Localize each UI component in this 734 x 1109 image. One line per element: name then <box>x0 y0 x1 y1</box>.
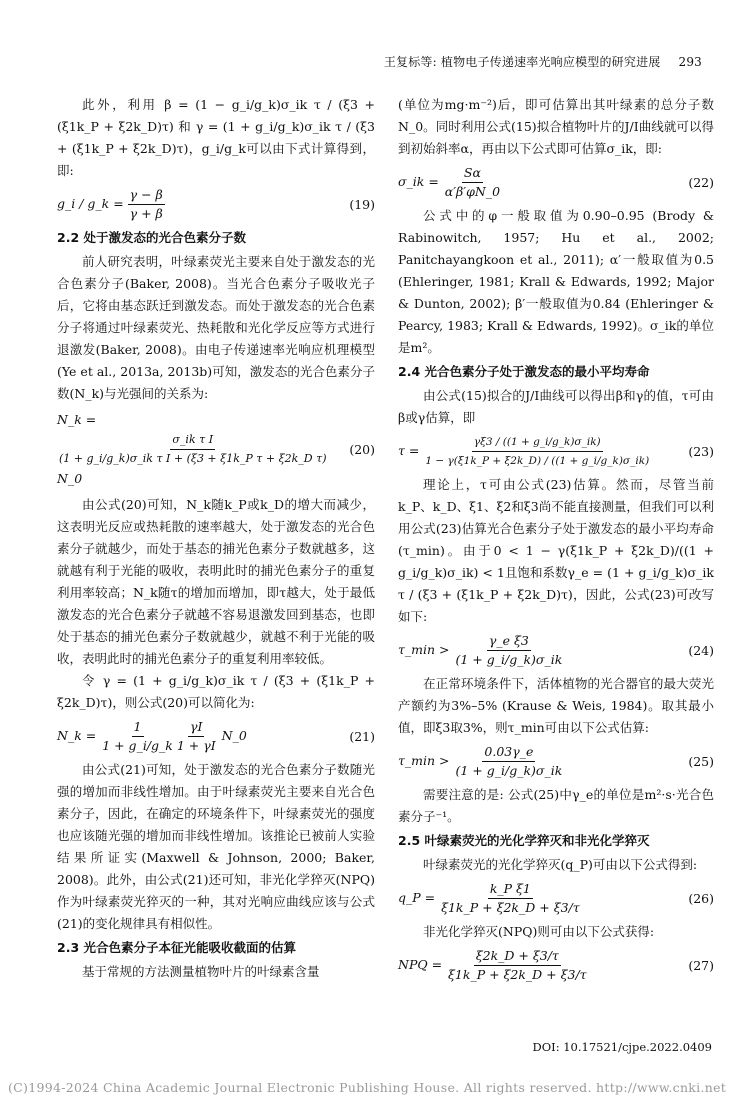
paragraph: 公式中的φ一般取值为0.90–0.95 (Brody & Rabinowitch, 1957; Hu et al., 2002; Panitchayangkoon et al., 2011); α′一般取值为0.5 (Ehleringer, 1981; Krall & Edwards, 1992; Major & Dunton, 2002); β′一般取值为0.84 (Ehleringer & Pearcy, 1983; Krall & Edwards, 1992)。σ_ik的单位是m²。 <box>398 208 714 355</box>
running-header <box>384 53 702 70</box>
equation-number: (21) <box>349 728 375 744</box>
paragraph: 非光化学猝灭(NPQ)则可由以下公式获得: <box>423 924 655 939</box>
equation-26: q_P = $\frac{\text{k\_P ξ1}}{\xi 1k\_P + \xi 2k\_D + \xi 3/\tau}$ (26) <box>398 881 714 915</box>
paragraph: 令 γ = (1 + g_i/g_k)σ_ik τ / (ξ3 + (ξ1k_P + ξ2k_D)τ)，则公式(20)可以简化为: <box>57 673 375 710</box>
equation-number: (24) <box>688 642 714 658</box>
paragraph: 基于常规的方法测量植物叶片的叶绿素含量 <box>82 964 320 979</box>
equation-number: (19) <box>349 196 375 212</box>
equation-19: g_i / g_k = $\frac{\gamma - \beta}{\gamma + \beta}$ (19) <box>57 187 375 221</box>
section-heading-2-5: 2.5 叶绿素荧光的光化学猝灭和非光化学猝灭 <box>398 833 650 848</box>
equation-number: (26) <box>688 890 714 906</box>
equation-27: NPQ = $\frac{\xi 2k\_D + \xi 3/\tau}{\xi 1k\_P + \xi 2k\_D + \xi 3/\tau}$ (27) <box>398 948 714 982</box>
paragraph: (单位为mg·m⁻²)后，即可估算出其叶绿素的总分子数N_0。同时利用公式(15)拟合植物叶片的J/I曲线就可以得到初始斜率α，再由以下公式即可估算σ_ik，即: <box>398 97 714 156</box>
section-heading-2-2: 2.2 处于激发态的光合色素分子数 <box>57 230 246 245</box>
equation-number: (25) <box>688 753 714 769</box>
paragraph: 此外，利用 β = (1 − g_i/g_k)σ_ik τ / (ξ3 + (ξ1k_P + ξ2k_D)τ) 和 γ = (1 + g_i/g_k)σ_ik τ / (ξ3 + (ξ1k_P + ξ2k_D)τ)，g_i/g_k可以由下式计算得到，即: <box>57 97 375 178</box>
equation-23: τ = $\frac{\gamma\xi 3 / ((1 + g\_i/g\_k)\sigma\_ik)}{1 - \gamma(\xi 1k\_P + \xi 2k\_D) / ((1 + g\_i/g\_k)\sigma\_ik)}$ (23) <box>398 433 714 470</box>
equation-24: τ_min > $\frac{\text{γ\_e ξ3}}{(1 + g\_i/g\_k)\sigma\_ik}$ (24) <box>398 633 714 667</box>
doi-line: DOI: 10.17521/cjpe.2022.0409 <box>532 1040 712 1054</box>
paragraph: 由公式(20)可知，N_k随k_P或k_D的增大而减少，这表明光反应或热耗散的速率越大，处于激发态的光合色素分子就越少，而处于基态的捕光色素分子数就越多，这就越有利于光能的吸收，表明此时的捕光色素分子的重复利用率较高；N_k随τ的增加而增加，即τ越大，处于最低激发态的光合色素分子就越不容易退激发回到基态，也即处于基态的捕光色素分子数就越少，就越不利于光能的吸收，表明此时的捕光色素分子的重复利用率较低。 <box>57 497 375 666</box>
paragraph: 叶绿素荧光的光化学猝灭(q_P)可由以下公式得到: <box>423 857 698 872</box>
equation-number: (22) <box>688 174 714 190</box>
paragraph: 理论上，τ可由公式(23)估算。然而，尽管当前k_P、k_D、ξ1、ξ2和ξ3尚不能直接测量，但我们可以利用公式(23)估算光合色素分子处于激发态的最小平均寿命(τ_min)。由于0 < 1 − γ(ξ1k_P + ξ2k_D)/((1 + g_i/g_k)σ_ik) < 1且饱和系数γ_e = (1 + g_i/g_k)σ_ik τ / (ξ3 + (ξ1k_P + ξ2k_D)τ)，因此，公式(23)可改写如下: <box>398 477 714 624</box>
left-column <box>57 94 375 983</box>
section-heading-2-4: 2.4 光合色素分子处于激发态的最小平均寿命 <box>398 364 650 379</box>
equation-20: N_k = $\frac{\text{σ\_ik τ I}}{\text{(1 + g\_i/g\_k)σ\_ik τ I + (ξ3 + ξ1k\_P τ + ξ2k\_D τ)}}$ N_0 (20) <box>57 412 375 486</box>
equation-22: σ_ik = $\frac{S\alpha}{\alpha'\beta'\varphi N\_0}$ (22) <box>398 165 714 199</box>
copyright-footer: (C)1994-2024 China Academic Journal Electronic Publishing House. All rights reserved. http://www.cnki.net <box>8 1080 727 1095</box>
running-title: 王复标等: 植物电子传递速率光响应模型的研究进展 <box>383 55 661 69</box>
equation-number: (23) <box>688 443 714 459</box>
right-column <box>398 94 714 988</box>
equation-25: τ_min > $\frac{0.03\gamma\_e}{(1 + g\_i/g\_k)\sigma\_ik}$ (25) <box>398 744 714 778</box>
page-number: 293 <box>678 55 702 69</box>
paragraph: 前人研究表明，叶绿素荧光主要来自处于激发态的光合色素分子(Baker, 2008)。当光合色素分子吸收光子后，它将由基态跃迁到激发态。而处于激发态的光合色素分子将通过叶绿素荧光、热耗散和光化学反应等方式进行退激发(Baker, 2008)。由电子传递速率光响应机理模型(Ye et al., 2013a, 2013b)可知，激发态的光合色素分子数(N_k)与光强间的关系为: <box>57 254 375 401</box>
equation-number: (20) <box>349 441 375 457</box>
equation-21: N_k = $\frac{1}{1 + g\_i/g\_k}$ $\frac{\gamma I}{1 + \gamma I}$ N_0 (21) <box>57 719 375 753</box>
paragraph: 需要注意的是: 公式(25)中γ_e的单位是m²·s·光合色素分子⁻¹。 <box>398 787 714 824</box>
equation-number: (27) <box>688 957 714 973</box>
paragraph: 由公式(21)可知，处于激发态的光合色素分子数随光强的增加而非线性增加。由于叶绿素荧光主要来自光合色素分子，因此，在确定的环境条件下，叶绿素荧光的强度也应该随光强的增加而非线性增加。该推论已被前人实验结果所证实(Maxwell & Johnson, 2000; Baker, 2008)。此外，由公式(21)还可知，非光化学猝灭(NPQ)作为叶绿素荧光猝灭的一种，其对光响应曲线应该与公式(21)的变化规律具有相似性。 <box>57 762 375 931</box>
section-heading-2-3: 2.3 光合色素分子本征光能吸收截面的估算 <box>57 940 296 955</box>
paragraph: 由公式(15)拟合的J/I曲线可以得出β和γ的值，τ可由β或γ估算，即 <box>398 388 714 425</box>
paragraph: 在正常环境条件下，活体植物的光合器官的最大荧光产额约为3%–5% (Krause & Weis, 1984)。取其最小值，即ξ3取3%，则τ_min可由以下公式估算: <box>398 676 714 735</box>
